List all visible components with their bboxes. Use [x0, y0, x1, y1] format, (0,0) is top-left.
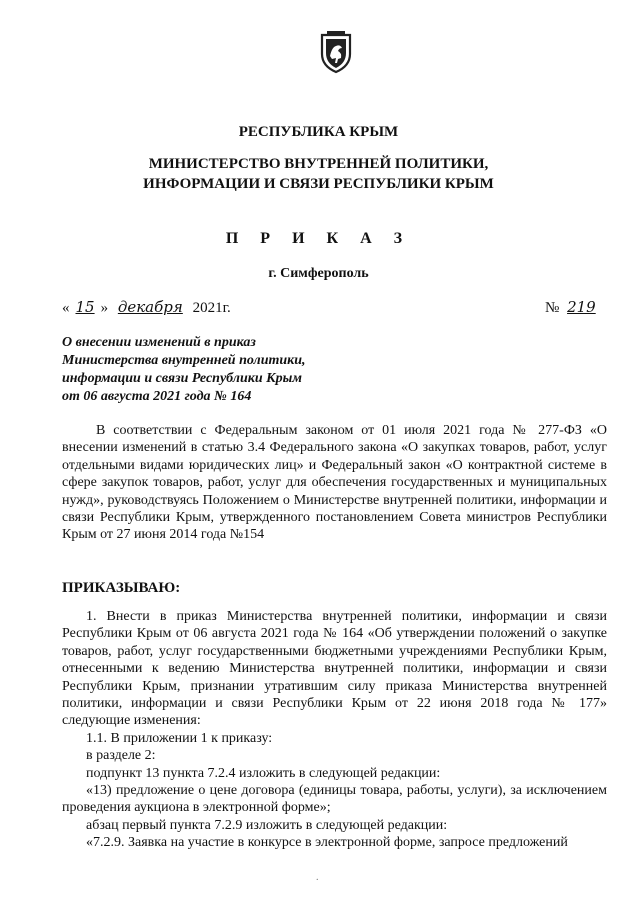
list-item: подпункт 13 пункта 7.2.4 изложить в следующей редакции: — [86, 765, 441, 781]
preamble-paragraph: В соответствии с Федеральным законом от 01 июля 2021 года № 277-ФЗ «О внесении изменений в статью 3.4 Федерального закона «О закупках товаров, работ, услуг отдельными видами юридических лиц» и Федеральный закон «О контрактной системе в сфере закупок товаров, работ, услуг для обеспечения государственных и муниципальных нужд», руководствуясь Положением о Министерстве внутренней политики, информации и связи Республики Крым, утвержденного постановлением Совета министров Республики Крым от 27 июня 2014 года №154 — [62, 423, 607, 543]
ministry-title: МИНИСТЕРСТВО ВНУТРЕННЕЙ ПОЛИТИКИ, ИНФОРМАЦИИ И СВЯЗИ РЕСПУБЛИКИ КРЫМ — [143, 156, 494, 192]
document-type-title: П Р И К А З — [225, 230, 412, 247]
order-body — [62, 608, 607, 852]
date-month: декабря — [117, 298, 183, 316]
list-item: в разделе 2: — [86, 748, 156, 764]
order-directive-heading: ПРИКАЗЫВАЮ: — [62, 580, 181, 596]
order-date: « 15 » декабря 2021г. — [62, 298, 231, 316]
date-day: 15 — [75, 298, 95, 316]
city-label: г. Симферополь — [268, 266, 369, 281]
list-item: абзац первый пункта 7.2.9 изложить в следующей редакции: — [86, 817, 448, 833]
crimea-coat-of-arms-icon — [319, 30, 353, 74]
list-item: 1.1. В приложении 1 к приказу: — [86, 730, 273, 746]
list-item: «7.2.9. Заявка на участие в конкурсе в электронной форме, запросе предложений — [86, 835, 568, 851]
order-number: № 219 — [545, 298, 600, 317]
list-item: «13) предложение о цене договора (единицы товара, работы, услуги), за исключением проведения аукциона в электронной форме»; — [62, 783, 607, 816]
page-mark: . — [316, 872, 319, 883]
order-number-value: 219 — [567, 298, 596, 316]
list-item: 1. Внести в приказ Министерства внутренней политики, информации и связи Республики Крым от 06 августа 2021 года № 164 «Об утверждении положений о закупке товаров, работ, услуг государственными бюджетными учреждениями Республики Крым, отнесенными к ведению Министерства внутренней политики, информации и связи Республики Крым, признании утратившим силу приказа Министерства внутренней политики, информации и связи Республики Крым от 22 июня 2018 года № 177» следующие изменения: — [62, 609, 607, 729]
republic-title: РЕСПУБЛИКА КРЫМ — [238, 124, 399, 140]
date-year: 2021г. — [192, 300, 231, 316]
order-subject: О внесении изменений в приказ Министерства внутренней политики, информации и связи Республики Крым от 06 августа 2021 года № 164 — [62, 335, 306, 404]
